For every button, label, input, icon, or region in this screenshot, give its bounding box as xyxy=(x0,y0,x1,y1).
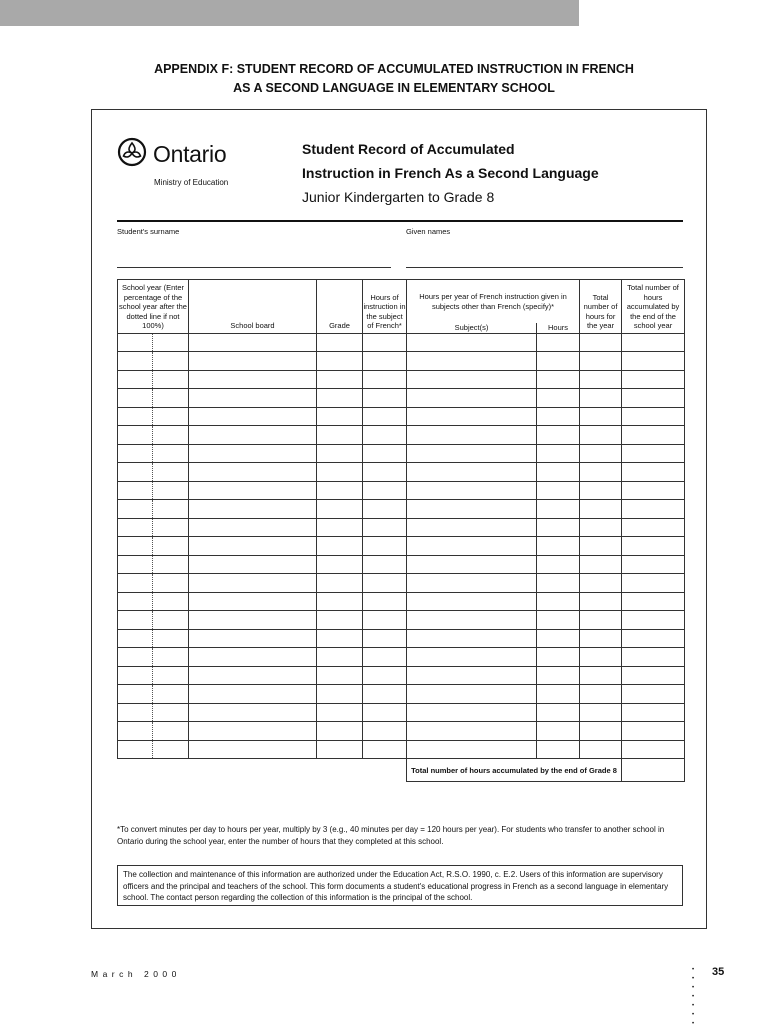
grade-cell[interactable] xyxy=(317,703,363,722)
trillium-icon xyxy=(117,137,147,172)
hours-cell[interactable] xyxy=(537,370,580,389)
year-cell[interactable] xyxy=(118,740,153,759)
total-label: Total number of hours accumulated by the end of Grade 8 xyxy=(407,759,622,782)
hours-french-cell[interactable] xyxy=(363,518,407,537)
notice-box: The collection and maintenance of this information are authorized under the Education Act, R.S.O. 1990, c. E.2. Users of this information are supervisory officers and the principal and teachers of the school. This form documents a student's educational progress in French as a second language in elementary school. The contact person regarding the collection of this information is the principal of the school. xyxy=(117,865,683,906)
total-year-cell[interactable] xyxy=(580,592,622,611)
table-row xyxy=(118,389,685,408)
top-gray-bar xyxy=(0,0,579,26)
hours-french-cell[interactable] xyxy=(363,426,407,445)
hours-french-cell[interactable] xyxy=(363,389,407,408)
table-row xyxy=(118,500,685,519)
form-title xyxy=(302,137,599,209)
total-year-cell[interactable] xyxy=(580,370,622,389)
grade-cell[interactable] xyxy=(317,481,363,500)
school-board-cell[interactable] xyxy=(189,703,317,722)
appendix-heading xyxy=(60,60,728,98)
total-year-cell[interactable] xyxy=(580,703,622,722)
grade-cell[interactable] xyxy=(317,740,363,759)
subjects-cell[interactable] xyxy=(407,629,537,648)
grade-cell[interactable] xyxy=(317,352,363,371)
grade-cell[interactable] xyxy=(317,685,363,704)
table-row xyxy=(118,555,685,574)
grade-cell[interactable] xyxy=(317,407,363,426)
grade-cell[interactable] xyxy=(317,592,363,611)
year-percent-cell[interactable] xyxy=(153,703,189,722)
school-board-cell[interactable] xyxy=(189,389,317,408)
header-hours-french: Hours of instruction in the subject of French* xyxy=(363,280,407,334)
hours-cell[interactable] xyxy=(537,555,580,574)
total-year-cell[interactable] xyxy=(580,537,622,556)
header-total-accumulated: Total number of hours accumulated by the end of the school year xyxy=(622,280,685,334)
school-board-cell[interactable] xyxy=(189,666,317,685)
year-percent-cell[interactable] xyxy=(153,352,189,371)
hours-cell[interactable] xyxy=(537,648,580,667)
table-row xyxy=(118,463,685,482)
subjects-cell[interactable] xyxy=(407,574,537,593)
school-board-cell[interactable] xyxy=(189,500,317,519)
school-board-cell[interactable] xyxy=(189,592,317,611)
hours-cell[interactable] xyxy=(537,500,580,519)
year-percent-cell[interactable] xyxy=(153,592,189,611)
appendix-line-1: APPENDIX F: STUDENT RECORD OF ACCUMULATED INSTRUCTION IN FRENCH xyxy=(154,62,634,76)
hours-cell[interactable] xyxy=(537,444,580,463)
total-accum-cell[interactable] xyxy=(622,722,685,741)
hours-french-cell[interactable] xyxy=(363,592,407,611)
year-cell[interactable] xyxy=(118,370,153,389)
surname-field[interactable] xyxy=(117,267,391,268)
table-row xyxy=(118,629,685,648)
grade-cell[interactable] xyxy=(317,463,363,482)
header-school-board: School board xyxy=(189,280,317,334)
total-year-cell[interactable] xyxy=(580,685,622,704)
school-board-cell[interactable] xyxy=(189,611,317,630)
total-accum-cell[interactable] xyxy=(622,703,685,722)
table-row xyxy=(118,481,685,500)
total-accum-cell[interactable] xyxy=(622,333,685,352)
year-cell[interactable] xyxy=(118,648,153,667)
grade-cell[interactable] xyxy=(317,389,363,408)
total-accum-cell[interactable] xyxy=(622,518,685,537)
total-year-cell[interactable] xyxy=(580,611,622,630)
hours-cell[interactable] xyxy=(537,389,580,408)
hours-cell[interactable] xyxy=(537,463,580,482)
hours-french-cell[interactable] xyxy=(363,407,407,426)
total-accum-cell[interactable] xyxy=(622,592,685,611)
school-board-cell[interactable] xyxy=(189,352,317,371)
total-accum-cell[interactable] xyxy=(622,740,685,759)
subjects-cell[interactable] xyxy=(407,500,537,519)
total-year-cell[interactable] xyxy=(580,629,622,648)
grade-cell[interactable] xyxy=(317,611,363,630)
page-number: 35 xyxy=(712,966,725,978)
subjects-cell[interactable] xyxy=(407,426,537,445)
given-names-field[interactable] xyxy=(406,267,683,268)
table-row xyxy=(118,648,685,667)
hours-cell[interactable] xyxy=(537,333,580,352)
subjects-cell[interactable] xyxy=(407,666,537,685)
year-cell[interactable] xyxy=(118,518,153,537)
total-year-cell[interactable] xyxy=(580,648,622,667)
year-percent-cell[interactable] xyxy=(153,481,189,500)
appendix-line-2: AS A SECOND LANGUAGE IN ELEMENTARY SCHOOL xyxy=(233,81,555,95)
header-total-year: Total number of hours for the year xyxy=(580,280,622,334)
given-names-label: Given names xyxy=(406,227,451,236)
year-cell[interactable] xyxy=(118,592,153,611)
grade-cell[interactable] xyxy=(317,666,363,685)
year-cell[interactable] xyxy=(118,666,153,685)
grade-cell[interactable] xyxy=(317,333,363,352)
table-row xyxy=(118,333,685,352)
school-board-cell[interactable] xyxy=(189,685,317,704)
total-accum-cell[interactable] xyxy=(622,574,685,593)
table-row xyxy=(118,722,685,741)
year-percent-cell[interactable] xyxy=(153,333,189,352)
grade-cell[interactable] xyxy=(317,537,363,556)
table-row xyxy=(118,370,685,389)
school-board-cell[interactable] xyxy=(189,518,317,537)
grade-cell[interactable] xyxy=(317,500,363,519)
year-percent-cell[interactable] xyxy=(153,648,189,667)
subjects-cell[interactable] xyxy=(407,370,537,389)
year-cell[interactable] xyxy=(118,407,153,426)
year-percent-cell[interactable] xyxy=(153,500,189,519)
hours-french-cell[interactable] xyxy=(363,703,407,722)
grade-cell[interactable] xyxy=(317,370,363,389)
form-subtitle: Junior Kindergarten to Grade 8 xyxy=(302,189,495,205)
year-percent-cell[interactable] xyxy=(153,444,189,463)
total-year-cell[interactable] xyxy=(580,740,622,759)
table-row xyxy=(118,574,685,593)
hours-cell[interactable] xyxy=(537,426,580,445)
school-board-cell[interactable] xyxy=(189,555,317,574)
hours-cell[interactable] xyxy=(537,629,580,648)
hours-cell[interactable] xyxy=(537,685,580,704)
subjects-cell[interactable] xyxy=(407,333,537,352)
year-percent-cell[interactable] xyxy=(153,389,189,408)
year-percent-cell[interactable] xyxy=(153,629,189,648)
year-cell[interactable] xyxy=(118,703,153,722)
hours-french-cell[interactable] xyxy=(363,629,407,648)
year-percent-cell[interactable] xyxy=(153,463,189,482)
total-year-cell[interactable] xyxy=(580,722,622,741)
school-board-cell[interactable] xyxy=(189,648,317,667)
subjects-cell[interactable] xyxy=(407,444,537,463)
table-row xyxy=(118,703,685,722)
hours-french-cell[interactable] xyxy=(363,500,407,519)
school-board-cell[interactable] xyxy=(189,463,317,482)
grade-cell[interactable] xyxy=(317,426,363,445)
total-cell[interactable] xyxy=(622,759,685,782)
year-cell[interactable] xyxy=(118,500,153,519)
hours-french-cell[interactable] xyxy=(363,685,407,704)
school-board-cell[interactable] xyxy=(189,370,317,389)
school-board-cell[interactable] xyxy=(189,574,317,593)
total-accum-cell[interactable] xyxy=(622,611,685,630)
hours-cell[interactable] xyxy=(537,722,580,741)
year-cell[interactable] xyxy=(118,722,153,741)
total-accum-cell[interactable] xyxy=(622,685,685,704)
total-accum-cell[interactable] xyxy=(622,666,685,685)
year-cell[interactable] xyxy=(118,333,153,352)
hours-french-cell[interactable] xyxy=(363,722,407,741)
hours-french-cell[interactable] xyxy=(363,333,407,352)
grade-cell[interactable] xyxy=(317,629,363,648)
hours-french-cell[interactable] xyxy=(363,611,407,630)
form-title-line-2: Instruction in French As a Second Language xyxy=(302,165,599,181)
year-percent-cell[interactable] xyxy=(153,370,189,389)
hours-cell[interactable] xyxy=(537,666,580,685)
total-accum-cell[interactable] xyxy=(622,389,685,408)
subjects-cell[interactable] xyxy=(407,685,537,704)
subjects-cell[interactable] xyxy=(407,537,537,556)
hours-french-cell[interactable] xyxy=(363,370,407,389)
form-title-line-1: Student Record of Accumulated xyxy=(302,141,515,157)
table-row xyxy=(118,537,685,556)
total-accum-cell[interactable] xyxy=(622,426,685,445)
grade-cell[interactable] xyxy=(317,722,363,741)
total-year-cell[interactable] xyxy=(580,555,622,574)
year-cell[interactable] xyxy=(118,352,153,371)
subjects-cell[interactable] xyxy=(407,740,537,759)
year-cell[interactable] xyxy=(118,426,153,445)
school-board-cell[interactable] xyxy=(189,740,317,759)
year-percent-cell[interactable] xyxy=(153,537,189,556)
header-subjects: Subject(s) xyxy=(407,323,537,333)
total-accum-cell[interactable] xyxy=(622,555,685,574)
ministry-label: Ministry of Education xyxy=(154,178,229,187)
hours-cell[interactable] xyxy=(537,407,580,426)
total-year-cell[interactable] xyxy=(580,481,622,500)
footer-dots: • • • • • • • xyxy=(692,967,695,1027)
table-row xyxy=(118,426,685,445)
hours-french-cell[interactable] xyxy=(363,648,407,667)
footer-date: March 2000 xyxy=(91,969,181,979)
year-cell[interactable] xyxy=(118,611,153,630)
subjects-cell[interactable] xyxy=(407,407,537,426)
year-percent-cell[interactable] xyxy=(153,574,189,593)
total-accum-cell[interactable] xyxy=(622,370,685,389)
table-row xyxy=(118,518,685,537)
total-accum-cell[interactable] xyxy=(622,629,685,648)
table-row xyxy=(118,444,685,463)
total-year-cell[interactable] xyxy=(580,389,622,408)
total-accum-cell[interactable] xyxy=(622,648,685,667)
school-board-cell[interactable] xyxy=(189,426,317,445)
hours-french-cell[interactable] xyxy=(363,574,407,593)
total-accum-cell[interactable] xyxy=(622,500,685,519)
ontario-wordmark: Ontario xyxy=(153,141,227,167)
total-accum-cell[interactable] xyxy=(622,407,685,426)
year-cell[interactable] xyxy=(118,481,153,500)
total-year-cell[interactable] xyxy=(580,574,622,593)
year-percent-cell[interactable] xyxy=(153,407,189,426)
year-cell[interactable] xyxy=(118,685,153,704)
subjects-cell[interactable] xyxy=(407,648,537,667)
hours-cell[interactable] xyxy=(537,592,580,611)
year-cell[interactable] xyxy=(118,537,153,556)
grade-cell[interactable] xyxy=(317,444,363,463)
header-rule xyxy=(117,220,683,222)
year-percent-cell[interactable] xyxy=(153,426,189,445)
hours-cell[interactable] xyxy=(537,352,580,371)
school-board-cell[interactable] xyxy=(189,537,317,556)
school-board-cell[interactable] xyxy=(189,481,317,500)
year-cell[interactable] xyxy=(118,629,153,648)
subjects-cell[interactable] xyxy=(407,592,537,611)
hours-cell[interactable] xyxy=(537,537,580,556)
total-year-cell[interactable] xyxy=(580,426,622,445)
hours-french-cell[interactable] xyxy=(363,537,407,556)
hours-cell[interactable] xyxy=(537,703,580,722)
grade-cell[interactable] xyxy=(317,648,363,667)
subjects-cell[interactable] xyxy=(407,518,537,537)
school-board-cell[interactable] xyxy=(189,629,317,648)
hours-french-cell[interactable] xyxy=(363,444,407,463)
table-row xyxy=(118,740,685,759)
record-table xyxy=(117,279,685,782)
subjects-cell[interactable] xyxy=(407,555,537,574)
table-row xyxy=(118,666,685,685)
header-school-year: School year (Enter percentage of the school year after the dotted line if not 100%) xyxy=(118,280,189,334)
table-row xyxy=(118,611,685,630)
year-cell[interactable] xyxy=(118,463,153,482)
total-year-cell[interactable] xyxy=(580,463,622,482)
subjects-cell[interactable] xyxy=(407,611,537,630)
hours-french-cell[interactable] xyxy=(363,740,407,759)
header-hours: Hours xyxy=(537,323,580,333)
hours-french-cell[interactable] xyxy=(363,352,407,371)
year-cell[interactable] xyxy=(118,555,153,574)
total-year-cell[interactable] xyxy=(580,352,622,371)
total-year-cell[interactable] xyxy=(580,407,622,426)
hours-cell[interactable] xyxy=(537,611,580,630)
hours-cell[interactable] xyxy=(537,740,580,759)
year-percent-cell[interactable] xyxy=(153,611,189,630)
year-cell[interactable] xyxy=(118,574,153,593)
table-row xyxy=(118,592,685,611)
hours-cell[interactable] xyxy=(537,481,580,500)
subjects-cell[interactable] xyxy=(407,389,537,408)
hours-cell[interactable] xyxy=(537,574,580,593)
total-year-cell[interactable] xyxy=(580,518,622,537)
year-percent-cell[interactable] xyxy=(153,555,189,574)
total-year-cell[interactable] xyxy=(580,666,622,685)
hours-cell[interactable] xyxy=(537,518,580,537)
total-year-cell[interactable] xyxy=(580,500,622,519)
school-board-cell[interactable] xyxy=(189,722,317,741)
total-accum-cell[interactable] xyxy=(622,444,685,463)
total-accum-cell[interactable] xyxy=(622,481,685,500)
subjects-cell[interactable] xyxy=(407,703,537,722)
subjects-cell[interactable] xyxy=(407,722,537,741)
header-other-subjects: Hours per year of French instruction given in subjects other than French (specify)* xyxy=(407,280,580,324)
total-year-cell[interactable] xyxy=(580,333,622,352)
year-percent-cell[interactable] xyxy=(153,740,189,759)
hours-french-cell[interactable] xyxy=(363,555,407,574)
header-grade: Grade xyxy=(317,280,363,334)
table-row xyxy=(118,352,685,371)
grade-cell[interactable] xyxy=(317,555,363,574)
grade-cell[interactable] xyxy=(317,518,363,537)
footnote: *To convert minutes per day to hours per year, multiply by 3 (e.g., 40 minutes per day = 120 hours per year). For students who transfer to another school in Ontario during the school year, enter the number of hours that they completed at this school. xyxy=(117,825,665,846)
subjects-cell[interactable] xyxy=(407,463,537,482)
year-percent-cell[interactable] xyxy=(153,722,189,741)
total-accum-cell[interactable] xyxy=(622,352,685,371)
table-row xyxy=(118,407,685,426)
grade-cell[interactable] xyxy=(317,574,363,593)
total-year-cell[interactable] xyxy=(580,444,622,463)
subjects-cell[interactable] xyxy=(407,352,537,371)
hours-french-cell[interactable] xyxy=(363,463,407,482)
year-percent-cell[interactable] xyxy=(153,518,189,537)
school-board-cell[interactable] xyxy=(189,444,317,463)
year-percent-cell[interactable] xyxy=(153,685,189,704)
ontario-logo xyxy=(117,137,226,172)
total-row xyxy=(118,759,685,782)
year-cell[interactable] xyxy=(118,389,153,408)
hours-french-cell[interactable] xyxy=(363,481,407,500)
subjects-cell[interactable] xyxy=(407,481,537,500)
total-accum-cell[interactable] xyxy=(622,463,685,482)
total-accum-cell[interactable] xyxy=(622,537,685,556)
year-cell[interactable] xyxy=(118,444,153,463)
school-board-cell[interactable] xyxy=(189,333,317,352)
surname-label: Student's surname xyxy=(117,227,180,236)
table-row xyxy=(118,685,685,704)
year-percent-cell[interactable] xyxy=(153,666,189,685)
hours-french-cell[interactable] xyxy=(363,666,407,685)
school-board-cell[interactable] xyxy=(189,407,317,426)
